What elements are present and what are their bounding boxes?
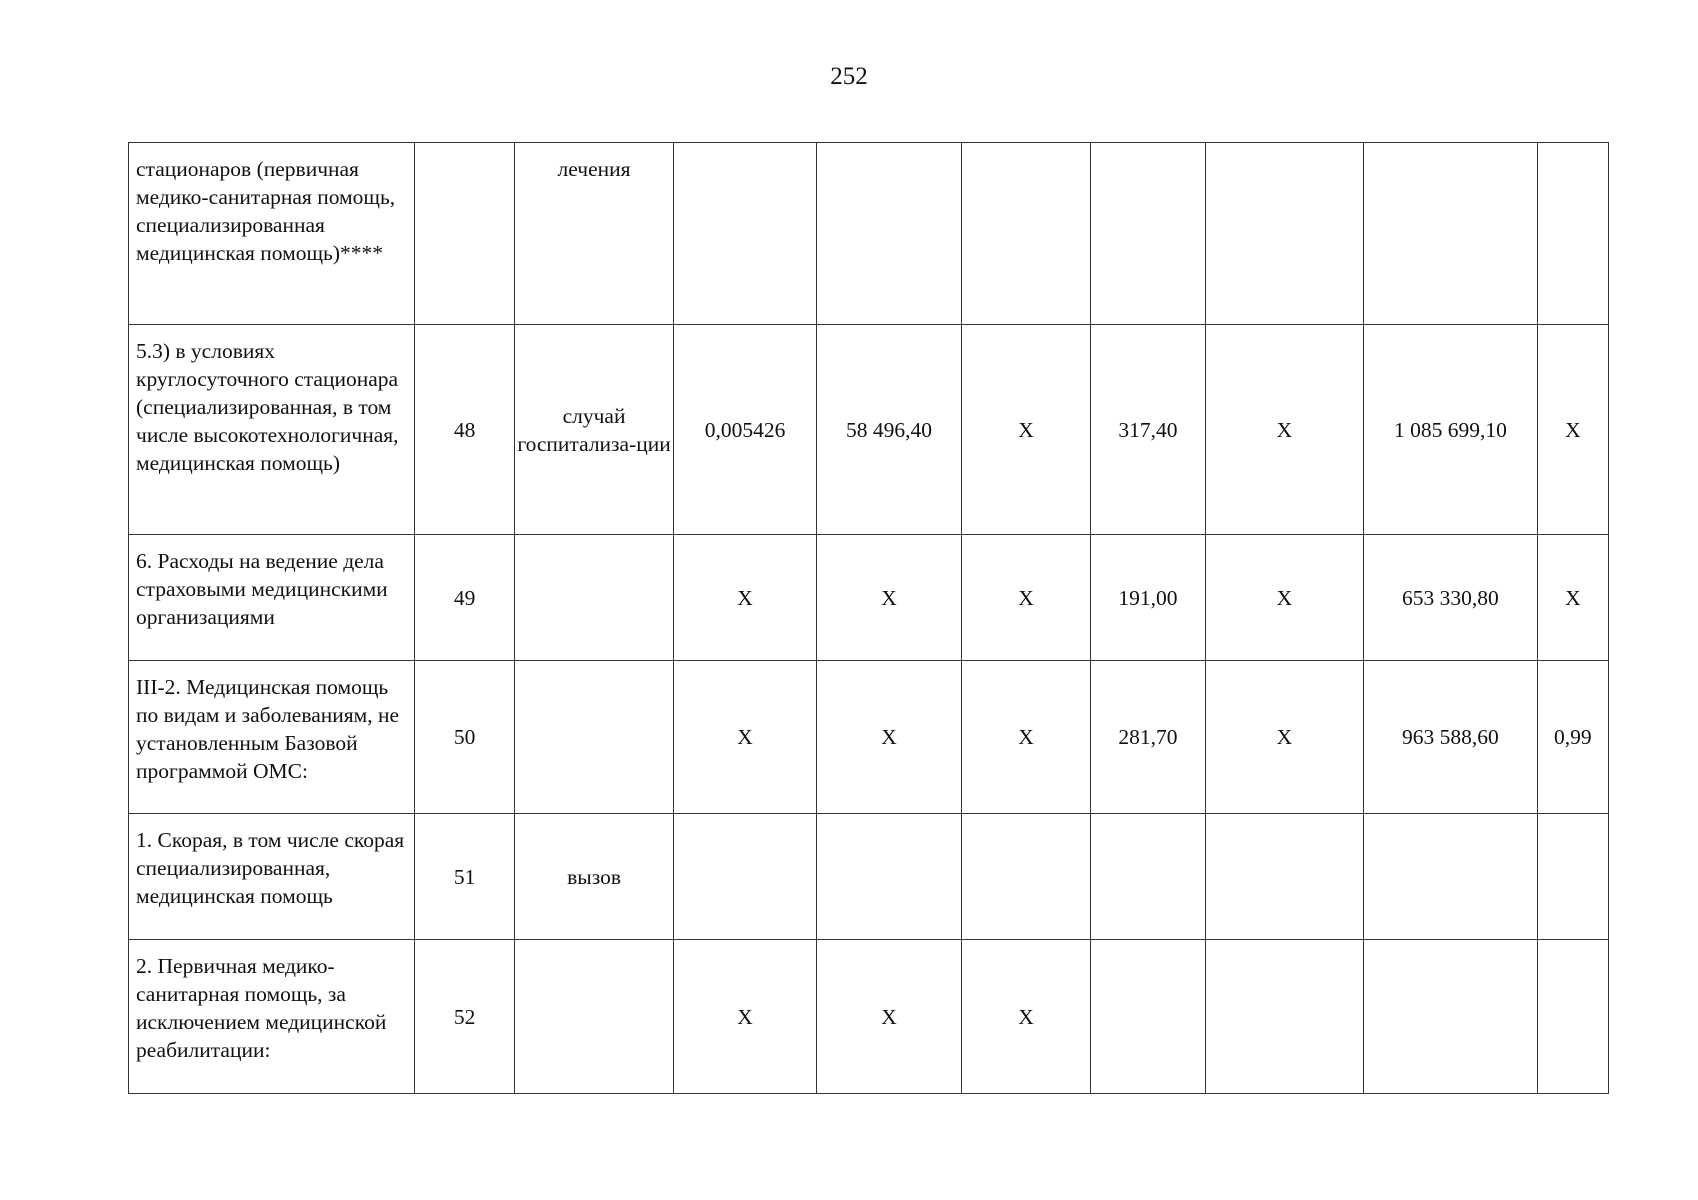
unit-cell — [515, 535, 674, 661]
line-number-cell: 52 — [414, 940, 514, 1094]
value-cell: X — [673, 661, 816, 814]
table-row — [129, 661, 1609, 814]
line-number-cell: 49 — [414, 535, 514, 661]
value-cell — [673, 143, 816, 325]
value-cell: X — [961, 940, 1090, 1094]
value-cell: 0,005426 — [673, 325, 816, 535]
value-cell: X — [817, 940, 961, 1094]
value-cell — [1537, 814, 1608, 940]
line-number-cell: 51 — [414, 814, 514, 940]
value-cell — [961, 814, 1090, 940]
value-cell: X — [817, 661, 961, 814]
value-cell — [1091, 814, 1205, 940]
row-name-cell: III-2. Медицинская помощь по видам и заболеваниям, не установленным Базовой программой ОМС: — [129, 661, 415, 814]
value-cell: 58 496,40 — [817, 325, 961, 535]
value-cell — [1205, 143, 1364, 325]
row-name-cell: 1. Скорая, в том числе скорая специализированная, медицинская помощь — [129, 814, 415, 940]
value-cell: 1 085 699,10 — [1364, 325, 1538, 535]
value-cell — [817, 143, 961, 325]
table-row — [129, 535, 1609, 661]
unit-cell: лечения — [515, 143, 674, 325]
value-cell: 191,00 — [1091, 535, 1205, 661]
line-number-cell: 48 — [414, 325, 514, 535]
table-row — [129, 814, 1609, 940]
value-cell — [1205, 814, 1364, 940]
value-cell — [1537, 940, 1608, 1094]
unit-cell: случай госпитализа-ции — [515, 325, 674, 535]
line-number-cell — [414, 143, 514, 325]
value-cell: 0,99 — [1537, 661, 1608, 814]
value-cell: X — [673, 535, 816, 661]
value-cell — [1205, 940, 1364, 1094]
table-row — [129, 143, 1609, 325]
row-name-cell: 6. Расходы на ведение дела страховыми медицинскими организациями — [129, 535, 415, 661]
table-row — [129, 940, 1609, 1094]
value-cell — [817, 814, 961, 940]
value-cell: X — [817, 535, 961, 661]
unit-cell: вызов — [515, 814, 674, 940]
table-row — [129, 325, 1609, 535]
value-cell: X — [961, 661, 1090, 814]
value-cell — [1364, 814, 1538, 940]
value-cell — [1537, 143, 1608, 325]
value-cell: 281,70 — [1091, 661, 1205, 814]
value-cell: X — [1537, 535, 1608, 661]
value-cell: X — [1205, 661, 1364, 814]
value-cell — [1364, 940, 1538, 1094]
value-cell: 317,40 — [1091, 325, 1205, 535]
value-cell — [961, 143, 1090, 325]
value-cell: X — [673, 940, 816, 1094]
data-table — [128, 142, 1609, 1094]
value-cell — [1364, 143, 1538, 325]
unit-cell — [515, 661, 674, 814]
line-number-cell: 50 — [414, 661, 514, 814]
value-cell — [673, 814, 816, 940]
row-name-cell: 5.3) в условиях круглосуточного стационара (специализированная, в том числе высокотехнологичная, медицинская помощь) — [129, 325, 415, 535]
page-number: 252 — [830, 63, 868, 90]
value-cell: 963 588,60 — [1364, 661, 1538, 814]
value-cell: X — [961, 535, 1090, 661]
value-cell: X — [1205, 535, 1364, 661]
value-cell — [1091, 940, 1205, 1094]
row-name-cell: стационаров (первичная медико-санитарная помощь, специализированная медицинская помощь)**** — [129, 143, 415, 325]
value-cell: X — [961, 325, 1090, 535]
unit-cell — [515, 940, 674, 1094]
value-cell — [1091, 143, 1205, 325]
value-cell: 653 330,80 — [1364, 535, 1538, 661]
value-cell: X — [1205, 325, 1364, 535]
value-cell: X — [1537, 325, 1608, 535]
row-name-cell: 2. Первичная медико-санитарная помощь, за исключением медицинской реабилитации: — [129, 940, 415, 1094]
